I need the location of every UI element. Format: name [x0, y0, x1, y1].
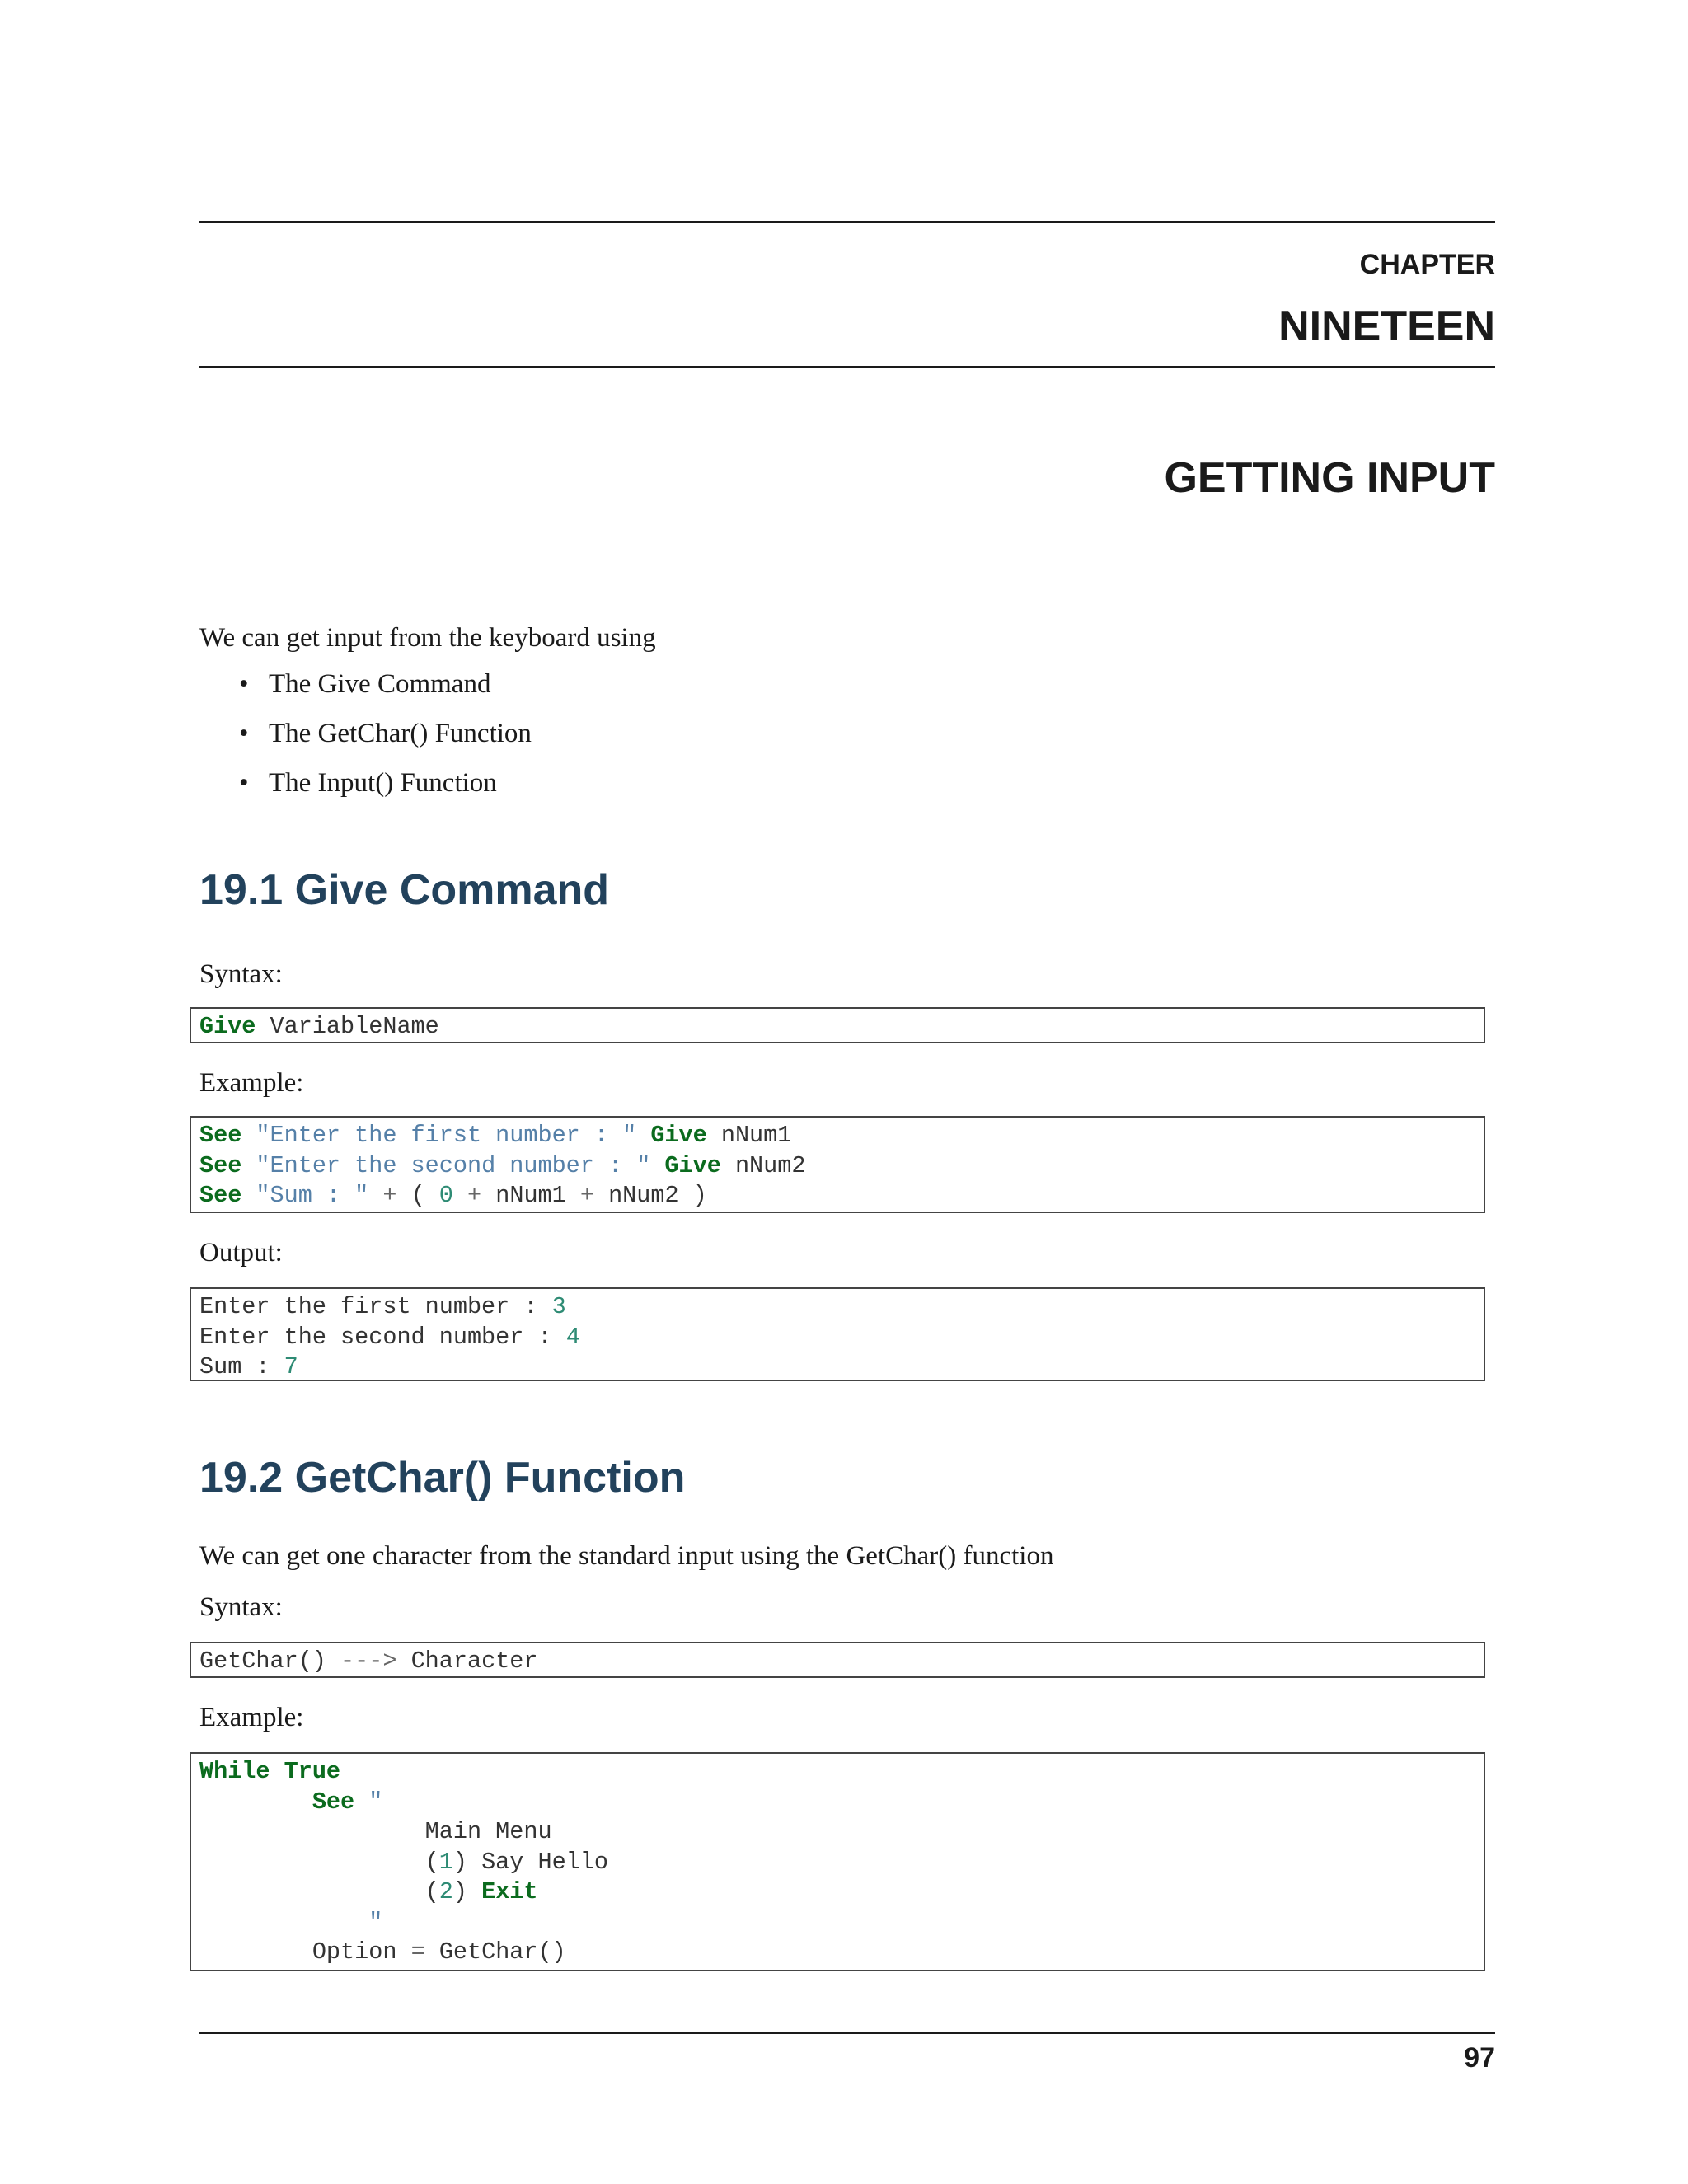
code-function: GetChar() — [438, 1938, 566, 1966]
list-item: • The Give Command — [239, 668, 532, 717]
code-block-give-syntax — [190, 1007, 1485, 1043]
code-keyword: Give — [664, 1151, 721, 1179]
intro-bullet-list — [239, 668, 532, 816]
code-function: GetChar() — [199, 1647, 326, 1675]
syntax-label: Syntax: — [199, 1592, 283, 1622]
list-item: • The Input() Function — [239, 766, 532, 816]
code-string: "Enter the second number : " — [256, 1151, 651, 1179]
code-paren: ( — [424, 1848, 439, 1876]
code-paren: ( — [410, 1182, 425, 1209]
code-block-give-output — [190, 1287, 1485, 1381]
code-text: VariableName — [256, 1013, 439, 1040]
intro-text: We can get input from the keyboard using — [199, 623, 656, 653]
code-paren: ( — [424, 1878, 439, 1905]
output-text: Sum : — [199, 1353, 284, 1380]
chapter-label: CHAPTER — [1359, 249, 1495, 280]
code-block-getchar-example — [190, 1752, 1485, 1971]
output-number: 3 — [551, 1293, 566, 1320]
code-keyword: See — [312, 1788, 355, 1816]
code-keyword: Give — [199, 1013, 256, 1040]
page-number: 97 — [1464, 2042, 1495, 2074]
output-number: 7 — [284, 1353, 298, 1380]
output-text: Enter the second number : — [199, 1323, 566, 1351]
list-item: • The GetChar() Function — [239, 717, 532, 766]
code-keyword: True — [284, 1758, 341, 1785]
chapter-bottom-rule — [199, 366, 1495, 368]
footer-rule — [199, 2032, 1495, 2034]
code-text: ) Say Hello — [452, 1848, 609, 1876]
code-block-getchar-syntax — [190, 1642, 1485, 1678]
code-string: "Sum : " — [256, 1182, 369, 1209]
code-variable: Option — [312, 1938, 397, 1966]
code-paren: ) — [692, 1182, 707, 1209]
code-string: " — [368, 1788, 383, 1816]
code-block-give-example — [190, 1116, 1485, 1213]
code-variable: nNum2 — [608, 1182, 679, 1209]
code-text: Main Menu — [424, 1818, 552, 1845]
code-number: 2 — [438, 1878, 453, 1905]
syntax-label: Syntax: — [199, 959, 283, 989]
code-paren: ) — [452, 1878, 467, 1905]
output-label: Output: — [199, 1238, 283, 1268]
code-operator: = — [410, 1938, 425, 1966]
section-heading-give: 19.1 Give Command — [199, 866, 610, 914]
example-label: Example: — [199, 1068, 304, 1098]
code-keyword: See — [199, 1122, 242, 1149]
code-keyword: See — [199, 1151, 242, 1179]
section-heading-getchar: 19.2 GetChar() Function — [199, 1454, 686, 1502]
code-keyword: See — [199, 1182, 242, 1209]
example-label: Example: — [199, 1703, 304, 1732]
code-operator: + — [382, 1182, 397, 1209]
code-variable: nNum1 — [495, 1182, 566, 1209]
getchar-description: We can get one character from the standard input using the GetChar() function — [199, 1541, 1054, 1571]
code-string: "Enter the first number : " — [256, 1122, 637, 1149]
code-number: 0 — [438, 1182, 453, 1209]
chapter-title: GETTING INPUT — [1164, 454, 1495, 502]
code-keyword: While — [199, 1758, 270, 1785]
code-arrow: ---> — [340, 1647, 397, 1675]
code-variable: nNum2 — [734, 1151, 806, 1179]
code-operator: + — [467, 1182, 482, 1209]
output-number: 4 — [565, 1323, 580, 1351]
code-operator: + — [579, 1182, 594, 1209]
code-number: 1 — [438, 1848, 453, 1876]
chapter-top-rule — [199, 221, 1495, 223]
code-string: " — [368, 1908, 383, 1936]
chapter-number: NINETEEN — [1278, 302, 1495, 350]
code-keyword: Give — [650, 1122, 707, 1149]
code-text: Character — [410, 1647, 538, 1675]
code-keyword: Exit — [481, 1878, 538, 1905]
output-text: Enter the first number : — [199, 1293, 552, 1320]
code-variable: nNum1 — [720, 1122, 792, 1149]
